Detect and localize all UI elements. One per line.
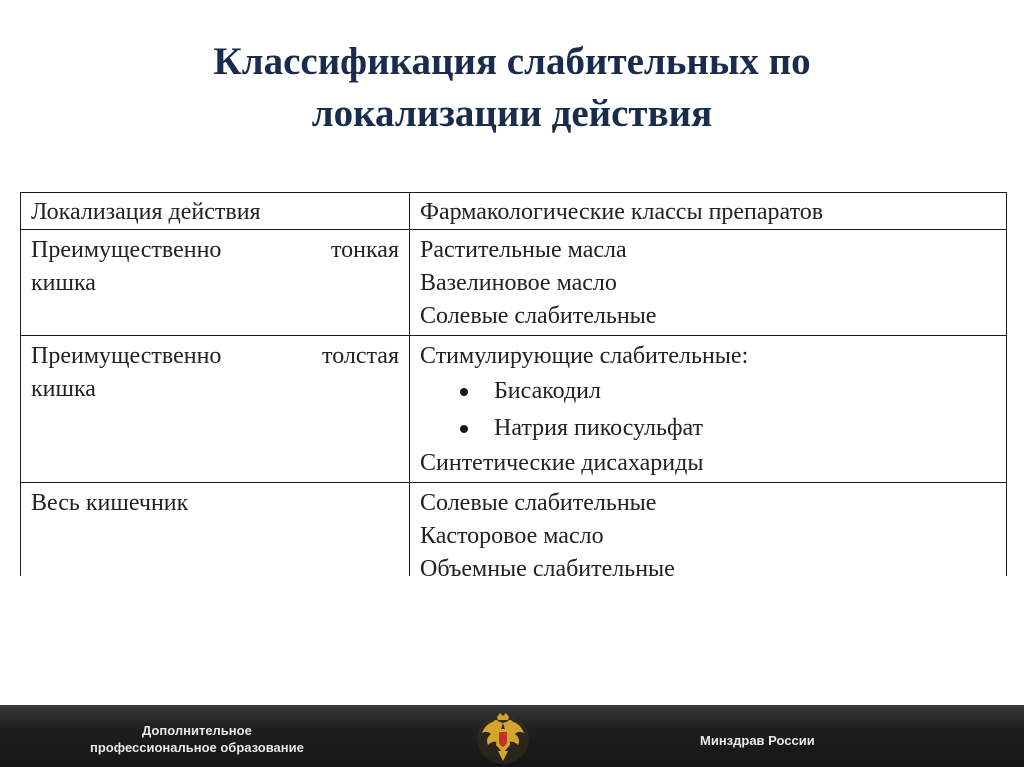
footer-bar (0, 705, 1024, 767)
header-pharma-classes: Фармакологические классы препаратов (410, 193, 1007, 230)
class-item: Солевые слабительные (420, 490, 657, 516)
class-item: Синтетические дисахариды (420, 450, 704, 476)
localization-word: толстая (322, 343, 399, 369)
class-item: Вазелиновое масло (420, 270, 617, 296)
bullet-icon (460, 388, 468, 396)
localization-line (31, 340, 399, 373)
class-item: Растительные масла (420, 237, 627, 263)
localization-word: Преимущественно (31, 237, 222, 263)
drug-bullet-list (420, 373, 996, 447)
class-item: Стимулирующие слабительные: (420, 343, 749, 369)
table-row (21, 230, 1007, 336)
class-item: Объемные слабительные (420, 556, 675, 576)
localization-line: кишка (31, 270, 96, 296)
bullet-item (458, 410, 996, 447)
localization-cell (21, 230, 410, 336)
footer-education-line-2: профессиональное образование (90, 740, 304, 755)
bullet-text: Бисакодил (494, 378, 602, 404)
bullet-item (458, 373, 996, 410)
slide-title-line-1: Классификация слабительных по (213, 40, 811, 83)
localization-word: Преимущественно (31, 343, 222, 369)
header-localization: Локализация действия (21, 193, 410, 230)
pharma-classes-cell (410, 336, 1007, 483)
class-item: Касторовое масло (420, 523, 604, 549)
localization-cell: Весь кишечник (21, 483, 410, 577)
table-header-row (21, 193, 1007, 230)
pharma-classes-cell (410, 230, 1007, 336)
slide-title (60, 36, 964, 140)
footer-education-label (90, 722, 304, 756)
footer-ministry-label: Минздрав России (700, 733, 815, 748)
bullet-text: Натрия пикосульфат (494, 415, 704, 441)
table-row (21, 483, 1007, 577)
slide-title-line-2: локализации действия (311, 92, 713, 135)
classification-table (20, 192, 1007, 576)
table-row (21, 336, 1007, 483)
localization-line (31, 234, 399, 267)
classification-table-wrapper (20, 192, 1008, 576)
localization-line: кишка (31, 376, 96, 402)
class-item: Солевые слабительные (420, 303, 657, 329)
localization-word: тонкая (330, 237, 399, 263)
footer-education-line-1: Дополнительное (142, 723, 252, 738)
double-headed-eagle-icon (476, 711, 530, 765)
pharma-classes-cell (410, 483, 1007, 577)
localization-cell (21, 336, 410, 483)
bullet-icon (460, 425, 468, 433)
